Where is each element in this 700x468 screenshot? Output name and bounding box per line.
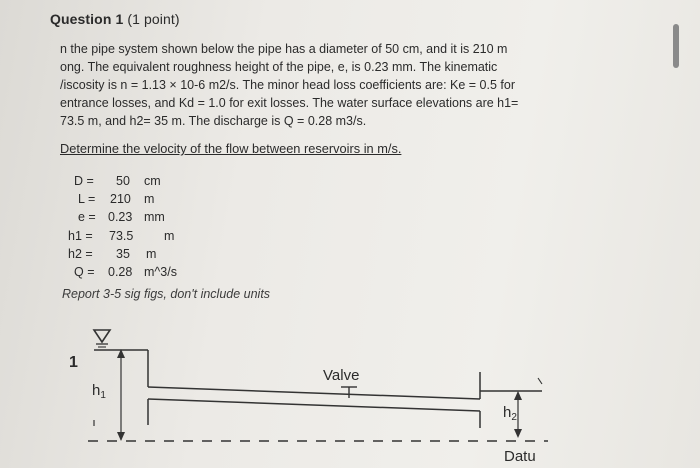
given-label: D = <box>74 174 94 188</box>
given-label: h1 = <box>68 228 93 243</box>
h1-label <box>92 382 106 401</box>
report-instructions: Report 3-5 sig figs, don't include units <box>62 287 271 301</box>
given-value: 73.5 <box>109 228 134 243</box>
given-unit: m^3/s <box>144 264 177 279</box>
given-unit: m <box>146 246 157 261</box>
pipe <box>148 387 480 411</box>
problem-line: 73.5 m, and h2= 35 m. The discharge is Q = 0.28 m3/s. <box>60 114 367 128</box>
h2-subscript: 2 <box>511 412 517 423</box>
given-value: 0.28 <box>108 264 133 279</box>
given-label: L = <box>78 192 96 207</box>
question-number: Question 1 <box>50 11 124 27</box>
h2-label <box>503 404 517 423</box>
given-value: 210 <box>110 192 131 207</box>
given-value: 35 <box>116 246 130 261</box>
problem-line: n the pipe system shown below the pipe has a diameter of 50 cm, and it is 210 m <box>60 42 508 56</box>
task-instruction: Determine the velocity of the flow between reservoirs in m/s. <box>60 141 402 156</box>
valve-icon <box>341 387 357 398</box>
given-label: Q = <box>74 264 95 279</box>
problem-line: /iscosity is n = 1.13 × 10-6 m2/s. The minor head loss coefficients are: Ke = 0.5 for <box>60 78 515 92</box>
given-label: h2 = <box>68 246 93 261</box>
given-unit: mm <box>144 210 165 225</box>
h1-dimension-arrow <box>117 349 125 441</box>
given-unit: m <box>164 228 175 243</box>
reservoir-2-surface-mark <box>538 378 542 384</box>
question-points: (1 point) <box>127 11 180 27</box>
given-unit: m <box>144 192 155 207</box>
valve-label: Valve <box>323 367 360 384</box>
reservoir-1-label: 1 <box>69 354 78 371</box>
h1-letter: h <box>92 382 101 399</box>
given-unit: cm <box>144 174 161 188</box>
given-value: 0.23 <box>108 210 133 225</box>
h1-subscript: 1 <box>100 390 106 401</box>
datum-label: Datu <box>504 448 536 465</box>
given-value: 50 <box>116 174 130 188</box>
water-surface-symbol <box>94 330 110 347</box>
problem-line: entrance losses, and Kd = 1.0 for exit losses. The water surface elevations are h1= <box>60 96 519 110</box>
problem-line: ong. The equivalent roughness height of the pipe, e, is 0.23 mm. The kinematic <box>60 60 498 74</box>
given-label: e = <box>78 210 96 225</box>
h2-letter: h <box>503 404 512 421</box>
